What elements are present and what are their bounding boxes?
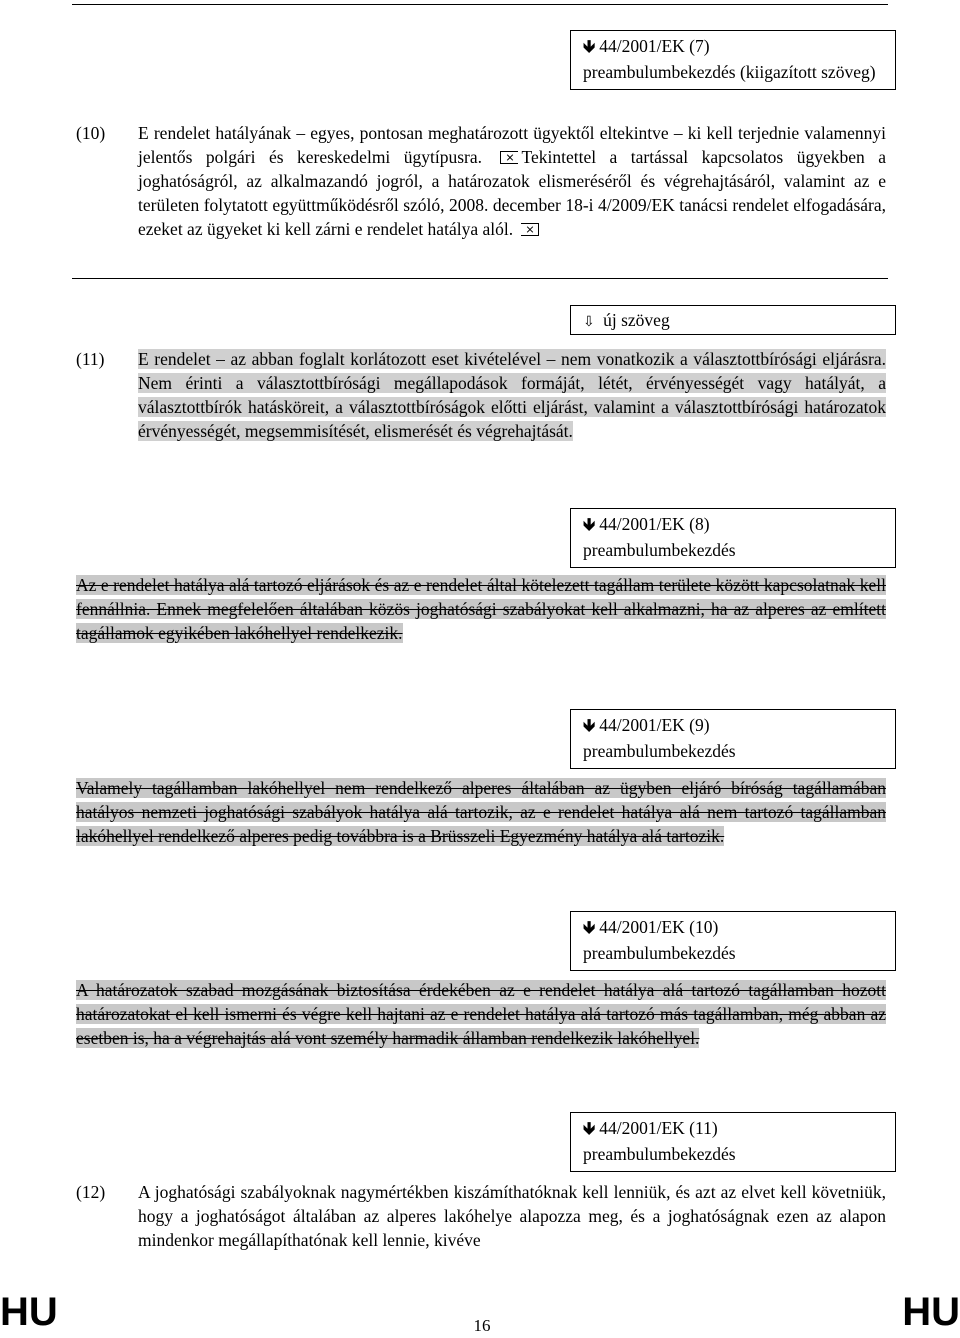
source-tag-10 bbox=[570, 911, 896, 971]
recital-11 bbox=[76, 347, 886, 443]
source-tag-title: 44/2001/EK (10) bbox=[599, 917, 719, 937]
source-tag-title: 44/2001/EK (11) bbox=[599, 1118, 718, 1138]
bold-down-arrow-icon: 🡻 bbox=[583, 716, 596, 736]
deleted-text: Az e rendelet hatálya alá tartozó eljárások és az e rendelet által kötelezett tagállam területe között kapcsolatnak kell fennállnia. Ennek megfelelően általában közös joghatósági szabályokat kell alkalmazni, ha az alperes az említett tagállamok egyikében lakóhellyel rendelkezik. bbox=[76, 575, 886, 643]
deleted-text: Valamely tagállamban lakóhellyel nem rendelkező alperes általában az ügyben eljáró bíróság tagállamában hatályos nemzeti joghatósági szabályok hatálya alá tartozik, az e rendelet hatálya alá nem tartozó tagállamban lakóhellyel rendelkező alperes pedig továbbra is a Brüsszeli Egyezmény hatálya alá tartozik. bbox=[76, 778, 886, 846]
source-tag-subtitle: preambulumbekezdés (kiigazított szöveg) bbox=[583, 62, 876, 82]
recital-number: (10) bbox=[76, 123, 106, 143]
separator-line bbox=[72, 278, 888, 279]
source-tag-title: 44/2001/EK (7) bbox=[599, 36, 710, 56]
source-tag-subtitle: preambulumbekezdés bbox=[583, 540, 736, 560]
recital-10 bbox=[76, 121, 886, 241]
bold-down-arrow-icon: 🡻 bbox=[583, 37, 596, 57]
source-tag-subtitle: preambulumbekezdés bbox=[583, 1144, 736, 1164]
deleted-text: A határozatok szabad mozgásának biztosítása érdekében az e rendelet hatálya alá tartozó tagállamban hozott határozatokat el kell ismerni és végre kell hajtani az e rendelet hatálya alá tartozó más tagállamban, még abban az esetben is, ha a végrehajtás alá vont személy harmadik államban rendelkezik lakóhellyel. bbox=[76, 980, 886, 1048]
bold-down-arrow-icon: 🡻 bbox=[583, 1119, 596, 1139]
new-text-label: új szöveg bbox=[603, 310, 670, 330]
source-tag-9 bbox=[570, 709, 896, 769]
deletion-end-icon bbox=[521, 223, 539, 236]
recital-text: A joghatósági szabályoknak nagymértékben kiszámíthatóknak kell lenniük, és azt az elvet kell követniük, hogy a joghatóságot általában az alperes lakóhelye alapozza meg, és a joghatóságnak ezen az alapon mindenkor megállapíthatónak kell lennie, kivéve bbox=[138, 1182, 886, 1250]
source-tag-title: 44/2001/EK (9) bbox=[599, 715, 710, 735]
recital-text: E rendelet hatályának – egyes, pontosan meghatározott ügyektől eltekintve – ki kell terjednie valamennyi jelentős polgári és kereskedelmi ügytípusra. bbox=[138, 123, 886, 167]
footer-language-right: HU bbox=[902, 1290, 960, 1334]
deleted-recital-8 bbox=[76, 573, 886, 645]
recital-12 bbox=[76, 1180, 886, 1252]
source-tag-7 bbox=[570, 30, 896, 90]
source-tag-subtitle: preambulumbekezdés bbox=[583, 943, 736, 963]
deleted-recital-9 bbox=[76, 776, 886, 848]
source-tag-title: 44/2001/EK (8) bbox=[599, 514, 710, 534]
source-tag-11 bbox=[570, 1112, 896, 1172]
bold-down-arrow-icon: 🡻 bbox=[583, 515, 596, 535]
recital-number: (12) bbox=[76, 1182, 106, 1202]
page-number: 16 bbox=[473, 1316, 491, 1335]
new-text-tag bbox=[570, 305, 896, 335]
source-tag-subtitle: preambulumbekezdés bbox=[583, 741, 736, 761]
source-tag-8 bbox=[570, 508, 896, 568]
recital-inserted-text: Tekintettel a tartással kapcsolatos ügyekben a joghatóságról, az alkalmazandó jogról, a határozatok elismeréséről és végrehajtásáról, valamint az e területen folytatott együttműködésről szóló, 2008. december 18-i 4/2009/EK tanácsi rendelet elfogadására, ezeket az ügyeket ki kell zárni e rendelet hatálya alól. bbox=[138, 147, 886, 239]
deleted-recital-10 bbox=[76, 978, 886, 1050]
deletion-start-icon bbox=[500, 151, 518, 164]
footer-language-left: HU bbox=[0, 1290, 58, 1334]
hollow-down-arrow-icon: ⇩ bbox=[583, 314, 595, 330]
top-rule bbox=[72, 4, 888, 5]
recital-text: E rendelet – az abban foglalt korlátozott eset kivételével – nem vonatkozik a választottbírósági eljárásra. Nem érinti a választottbírósági megállapodások formáját, létét, érvényességét vagy hatályát, a választottbírók hatásköreit, a választottbíróságok előtti eljárást, valamint a választottbírósági határozatok érvényességét, megsemmisítését, elismerését és végrehajtását. bbox=[138, 349, 886, 441]
bold-down-arrow-icon: 🡻 bbox=[583, 918, 596, 938]
recital-number: (11) bbox=[76, 349, 105, 369]
